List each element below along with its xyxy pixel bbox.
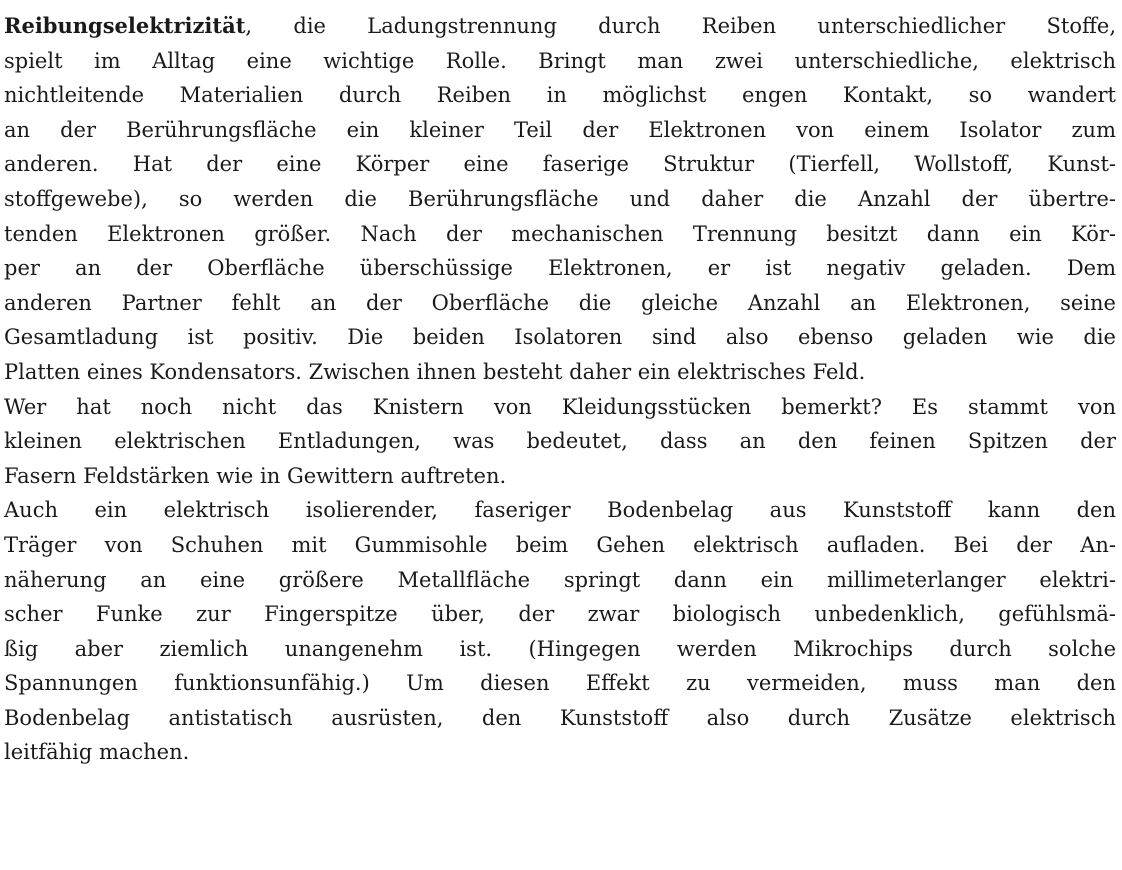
text-line: anderen Partner fehlt an der Oberfläche die gleiche Anzahl an Elektronen, seine (4, 290, 1116, 315)
text-line: Auch ein elektrisch isolierender, faseriger Bodenbelag aus Kunststoff kann den (4, 498, 1116, 523)
text-line: Bodenbelag antistatisch ausrüsten, den Kunststoff also durch Zusätze elektrisch (4, 705, 1116, 730)
bold-term: Reibungselektrizität (4, 13, 246, 38)
text-line: kleinen elektrischen Entladungen, was bedeutet, dass an den feinen Spitzen der (4, 429, 1116, 454)
text-line: scher Funke zur Fingerspitze über, der zwar biologisch unbedenklich, gefühlsmä- (4, 602, 1116, 627)
text-line: näherung an eine größere Metallfläche springt dann ein millimeterlanger elektri- (4, 567, 1116, 592)
text-line: Fasern Feldstärken wie in Gewittern auftreten. (4, 463, 507, 488)
text-line: Träger von Schuhen mit Gummisohle beim Gehen elektrisch aufladen. Bei der An- (4, 532, 1116, 557)
text-line: ßig aber ziemlich unangenehm ist. (Hingegen werden Mikrochips durch solche (4, 636, 1116, 661)
text-line: nichtleitende Materialien durch Reiben in möglichst engen Kontakt, so wandert (4, 83, 1116, 108)
text-line: Platten eines Kondensators. Zwischen ihnen besteht daher ein elektrisches Feld. (4, 359, 866, 384)
text-line: Reibungselektrizität, die Ladungstrennung durch Reiben unterschiedlicher Stoffe, (4, 13, 1116, 38)
text-line: anderen. Hat der eine Körper eine faserige Struktur (Tierfell, Wollstoff, Kunst- (4, 152, 1116, 177)
text-line: tenden Elektronen größer. Nach der mechanischen Trennung besitzt dann ein Kör- (4, 221, 1116, 246)
text-line: stoffgewebe), so werden die Berührungsfläche und daher die Anzahl der übertre- (4, 186, 1116, 211)
text-line: per an der Oberfläche überschüssige Elektronen, er ist negativ geladen. Dem (4, 256, 1116, 281)
text-line: leitfähig machen. (4, 740, 190, 765)
text-line: an der Berührungsfläche ein kleiner Teil der Elektronen von einem Isolator zum (4, 117, 1116, 142)
paragraph-crackling-clothes (4, 390, 1116, 494)
paragraph-triboelectricity (4, 9, 1116, 390)
text-line: Gesamtladung ist positiv. Die beiden Isolatoren sind also ebenso geladen wie die (4, 325, 1116, 350)
text-line: spielt im Alltag eine wichtige Rolle. Bringt man zwei unterschiedliche, elektrisch (4, 48, 1116, 73)
text-line: Spannungen funktionsunfähig.) Um diesen Effekt zu vermeiden, muss man den (4, 671, 1116, 696)
paragraph-floor-covering (4, 493, 1116, 770)
text-line: Wer hat noch nicht das Knistern von Kleidungsstücken bemerkt? Es stammt von (4, 394, 1116, 419)
